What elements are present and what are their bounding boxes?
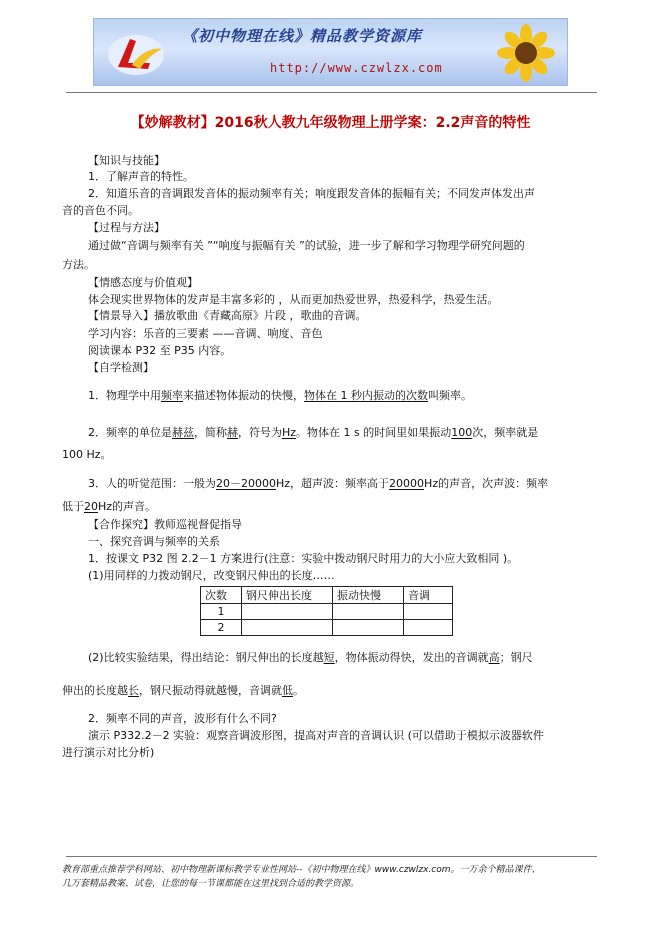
coop-step-1b <box>88 651 533 665</box>
q2-text: ，符号为 <box>238 426 282 439</box>
q1-blank-1: 频率 <box>161 389 183 402</box>
coop-part-1: 一、探究音调与频率的关系 <box>88 535 220 548</box>
table-header-cell: 次数 <box>201 587 242 604</box>
banner-url: http://www.czwlzx.com <box>270 61 443 75</box>
q3-text: Hz的声音。 <box>98 500 157 513</box>
table-header-row <box>201 587 453 604</box>
q2-blank-1: 赫兹 <box>172 426 194 439</box>
experiment-table <box>200 586 453 636</box>
content-text: 学习内容：乐音的三要素 ——音调、响度、音色 <box>88 327 323 340</box>
q2-blank-3: Hz <box>282 426 297 439</box>
sunflower-icon <box>491 23 561 83</box>
footer-divider <box>66 856 597 857</box>
step-text: 。 <box>293 684 304 697</box>
table-header-cell: 振动快慢 <box>333 587 404 604</box>
q2-text: 次，频率就是 <box>472 426 539 439</box>
header-divider <box>66 92 597 93</box>
step1c-blank-1: 长 <box>128 684 139 697</box>
step1b-blank-2: 高 <box>488 651 500 664</box>
table-row <box>201 620 453 636</box>
step-text: 伸出的长度越 <box>62 684 128 697</box>
step-text: ；钢尺 <box>499 651 533 664</box>
table-header-cell: 钢尺伸出长度 <box>242 587 333 604</box>
table-cell <box>242 620 333 636</box>
question-2-cont: 100 Hz。 <box>62 448 112 461</box>
q1-blank-2: 物体在 1 秒内振动的次数 <box>304 389 428 402</box>
emotion-text: 体会现实世界物体的发声是丰富多彩的 ，从而更加热爱世界，热爱科学，热爱生活。 <box>88 293 499 306</box>
table-cell <box>333 620 404 636</box>
coop-step-1a: (1)用同样的力拨动钢尺，改变钢尺伸出的长度…… <box>88 569 335 582</box>
document-title: 【妙解教材】2016秋人教九年级物理上册学案：2.2声音的特性 <box>130 115 531 131</box>
q3-text: 低于 <box>62 500 84 513</box>
q2-blank-4: 100 <box>451 426 473 439</box>
footer-line-1: 教育部重点推荐学科网站、初中物理新课标教学专业性网站--《初中物理在线》www.czwlzx.com。一万余个精品课件、 <box>62 865 541 875</box>
knowledge-header: 【知识与技能】 <box>88 154 165 167</box>
table-cell <box>404 620 453 636</box>
question-2 <box>88 426 538 440</box>
demo-text: 演示 P332.2－2 实验：观察音调波形图，提高对声音的音调认识 (可以借助于模拟示波器软件 <box>88 729 544 742</box>
table-cell <box>242 604 333 620</box>
table-cell: 1 <box>201 604 242 620</box>
q3-text: Hz，超声波：频率高于 <box>276 477 390 490</box>
step-text: ，物体振动得快，发出的音调就 <box>334 651 489 664</box>
process-text-cont: 方法。 <box>62 258 95 271</box>
footer-line-2: 几万套精品教案、试卷，让您的每一节课都能在这里找到合适的教学资源。 <box>62 879 360 889</box>
q2-text: 。物体在 1 s 的时间里如果振动 <box>296 426 452 439</box>
q2-text: 2．频率的单位是 <box>88 426 172 439</box>
table-cell: 2 <box>201 620 242 636</box>
q3-text: Hz的声音，次声波：频率 <box>424 477 549 490</box>
knowledge-item-1: 1．了解声音的特性。 <box>88 170 194 183</box>
header-banner <box>93 18 568 86</box>
demo-text-cont: 进行演示对比分析) <box>62 746 155 759</box>
intro-text: 【情景导入】播放歌曲《青藏高原》片段 ，歌曲的音调。 <box>88 309 367 322</box>
emotion-header: 【情感态度与价值观】 <box>88 276 198 289</box>
q3-text: 3．人的听觉范围：一般为 <box>88 477 216 490</box>
question-1 <box>88 389 472 403</box>
step-text: (2)比较实验结果，得出结论：钢尺伸出的长度越 <box>88 651 324 664</box>
logo-icon <box>106 33 166 77</box>
step-text: ，钢尺振动得就越慢，音调就 <box>139 684 282 697</box>
coop-step-1: 1．按课文 P32 图 2.2－1 方案进行(注意：实验中拨动钢尺时用力的大小应大致相同 )。 <box>88 552 519 565</box>
knowledge-item-2: 2．知道乐音的音调跟发音体的振动频率有关；响度跟发音体的振幅有关；不同发声体发出声 <box>88 187 535 200</box>
table-cell <box>333 604 404 620</box>
table-cell <box>404 604 453 620</box>
step1b-blank-1: 短 <box>323 651 335 664</box>
process-text: 通过做“音调与频率有关 ”“响度与振幅有关 ”的试验，进一步了解和学习物理学研究问题的 <box>88 239 525 252</box>
question-3 <box>88 477 548 491</box>
q1-text: 来描述物体振动的快慢， <box>183 389 304 402</box>
coop-step-2: 2．频率不同的声音，波形有什么不同? <box>88 712 277 725</box>
question-3-cont <box>62 500 156 514</box>
step1c-blank-2: 低 <box>282 684 293 697</box>
selfcheck-header: 【自学检测】 <box>88 361 154 374</box>
table-header-cell: 音调 <box>404 587 453 604</box>
reading-text: 阅读课本 P32 至 P35 内容。 <box>88 344 232 357</box>
q2-text: ，简称 <box>194 426 227 439</box>
knowledge-item-2-cont: 音的音色不同。 <box>62 204 139 217</box>
table-row <box>201 604 453 620</box>
q2-blank-2: 赫 <box>227 426 238 439</box>
q3-blank-1: 20－20000 <box>216 477 276 490</box>
process-header: 【过程与方法】 <box>88 221 165 234</box>
q3-blank-2: 20000 <box>389 477 425 490</box>
q3-blank-3: 20 <box>84 500 98 513</box>
coop-step-1c <box>62 684 304 698</box>
q1-text: 1．物理学中用 <box>88 389 161 402</box>
q1-text: 叫频率。 <box>428 389 472 402</box>
banner-title: 《初中物理在线》精品教学资源库 <box>182 27 423 45</box>
coop-header: 【合作探究】教师巡视督促指导 <box>88 518 242 531</box>
